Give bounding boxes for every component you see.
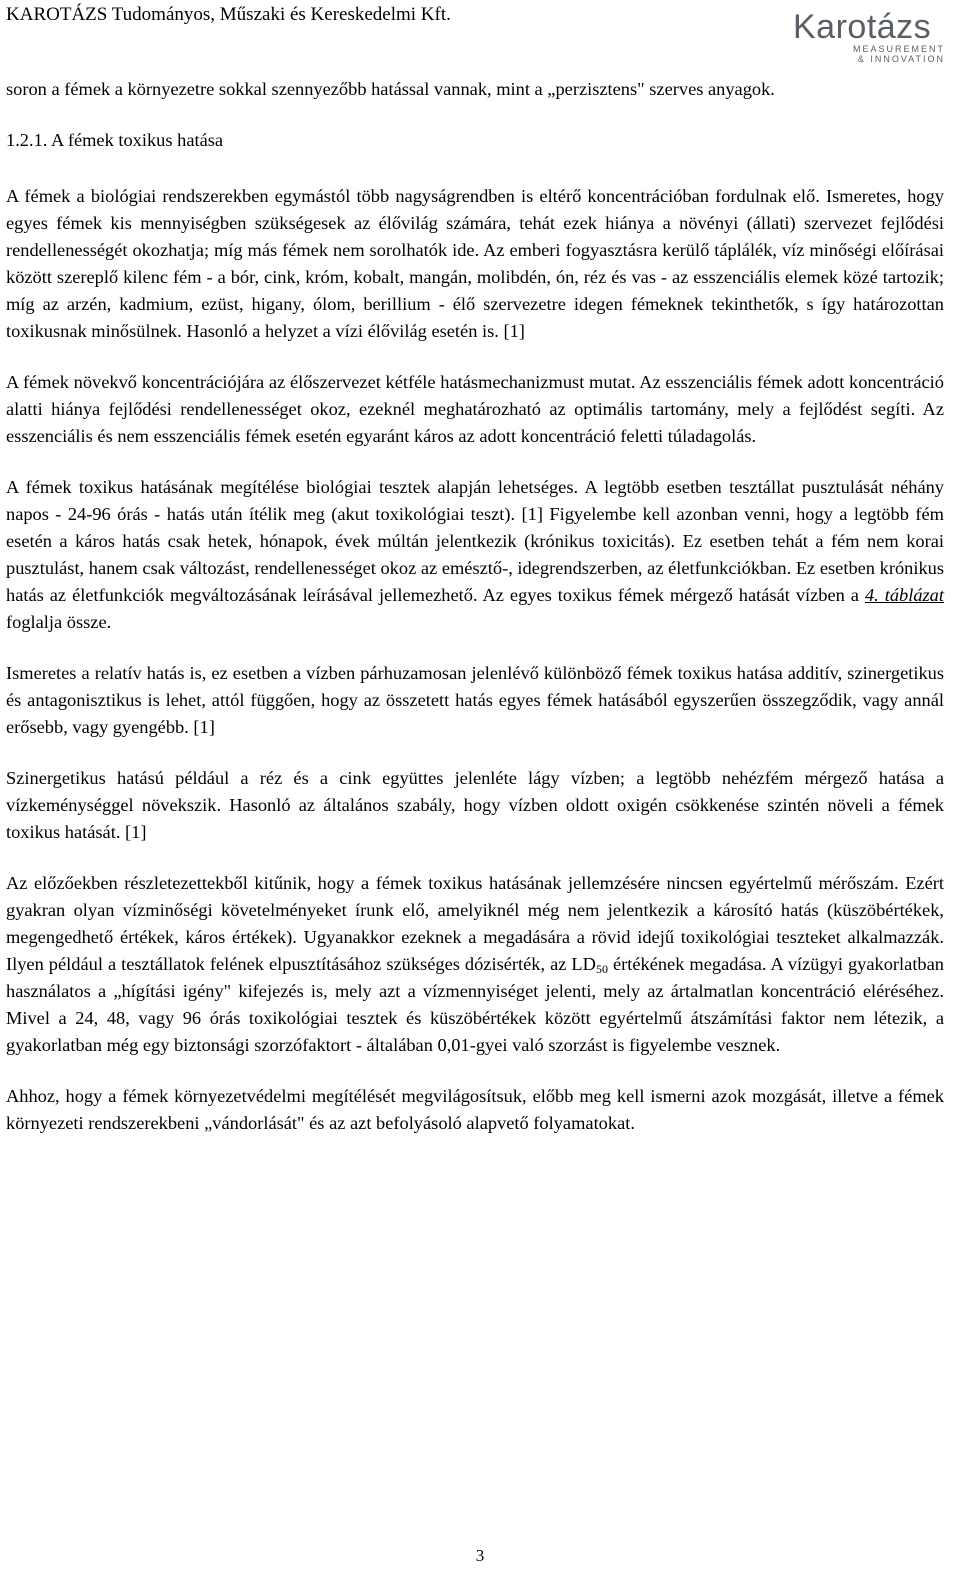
paragraph-text: foglalja össze. [6, 612, 112, 632]
logo-wordmark: Karotázs [793, 8, 932, 46]
paragraph-text: A fémek toxikus hatásának megítélése biológiai tesztek alapján lehetséges. A legtöbb esetben tesztállat pusztulását néhány napos - 24-96 órás - hatás után ítélik meg (akut toxikológiai teszt). [1] Figyelembe kell azonban venni, hogy a legtöbb fém esetén a káros hatás csak hetek, hónapok, évek múltán jelentkezik (krónikus toxicitás). Ez esetben tehát a fém nem korai pusztulást, hanem csak változást, rendellenességet okoz az emésztő-, idegrendszerben, az életfunkciókban. Ez esetben krónikus hatás az életfunkciók megváltozásának leírásával jellemezhető. Az egyes toxikus fémek mérgező hatását vízben a [6, 477, 944, 605]
paragraph-mechanisms: A fémek növekvő koncentrációjára az élőszervezet kétféle hatásmechanizmust mutat. Az esszenciális fémek adott koncentráció alatti hiánya fejlődési rendellenességet okoz, ezeknél meghatározható az optimális tartomány, mely a fejlődést segíti. Az esszenciális és nem esszenciális fémek esetén egyaránt káros az adott koncentráció feletti túladagolás. [6, 372, 944, 446]
paragraph-measures [6, 870, 944, 1059]
paragraph-text: Az előzőekben részletezettekből kitűnik, hogy a fémek toxikus hatásának jellemzésére nincsen egyértelmű mérőszám. Ezért gyakran olyan vízminőségi követelményeket írunk elő, amelyiknél még nem jelentkezik a károsító hatás (küszöbértékek, megengedhető értékek, káros értékek). Ugyanakkor ezeknek a megadására a rövid idejű toxikológiai teszteket alkalmazzák. Ilyen például a tesztállatok felének elpusztításához szükséges dózisérték, az LD [6, 873, 944, 974]
paragraph-migration: Ahhoz, hogy a fémek környezetvédelmi megítélését megvilágosítsuk, előbb meg kell ismerni azok mozgását, illetve a fémek környezeti rendszerekbeni „vándorlását" és az azt befolyásoló alapvető folyamatokat. [6, 1086, 944, 1133]
table-reference-link[interactable]: 4. táblázat [864, 585, 944, 605]
logo-tagline-1: MEASUREMENT [852, 44, 945, 54]
paragraph-relative-effect: Ismeretes a relatív hatás is, ez esetben a vízben párhuzamosan jelenlévő különböző fémek toxikus hatása additív, szinergetikus és antagonisztikus is lehet, attól függően, hogy az összetett hatás egyes fémek hatásából egyszerűen összegződik, vagy annál erősebb, vagy gyengébb. [1] [6, 663, 944, 737]
paragraph-biological-tests [6, 474, 944, 636]
company-logo [793, 10, 953, 74]
section-heading: 1.2.1. A fémek toxikus hatása [6, 130, 224, 150]
paragraph-synergy: Szinergetikus hatású például a réz és a cink együttes jelenléte lágy vízben; a legtöbb nehézfém mérgező hatása a vízkeménységgel növekszik. Hasonló az általános szabály, hogy vízben oldott oxigén csökkenése szintén növeli a fémek toxikus hatását. [1] [6, 768, 944, 842]
paragraph-continued: soron a fémek a környezetre sokkal szennyezőbb hatással vannak, mint a „perzisztens" szerves anyagok. [6, 79, 775, 99]
company-header: KAROTÁZS Tudományos, Műszaki és Kereskedelmi Kft. [6, 4, 451, 25]
logo-tagline-2: & INNOVATION [857, 54, 945, 64]
subscript: 50 [595, 962, 608, 976]
paragraph-metal-concentrations: A fémek a biológiai rendszerekben egymástól több nagyságrendben is eltérő koncentrációban fordulnak elő. Ismeretes, hogy egyes fémek kis mennyiségben szükségesek az élővilág számára, tehát ezek hiánya a növényi (állati) szervezet fejlődési rendellenességét okozhatja; míg más fémek nem sorolhatók ide. Az emberi fogyasztásra kerülő táplálék, víz minőségi előírásai között szereplő kilenc fém - a bór, cink, króm, kobalt, mangán, molibdén, ón, réz és vas - az esszenciális elemek közé tartozik; míg az arzén, kadmium, ezüst, higany, ólom, berillium - élő szervezetre idegen fémeknek tekinthetők, s így határozottan toxikusnak minősülnek. Hasonló a helyzet a vízi élővilág esetén is. [1] [6, 186, 944, 341]
document-body [6, 76, 944, 1161]
paragraph-text: értékének megadása. A vízügyi gyakorlatban használatos a „hígítási igény" kifejezés is, mely azt a vízmennyiséget jelenti, mely az ártalmatlan koncentráció eléréséhez. Mivel a 24, 48, vagy 96 órás toxikológiai tesztek és küszöbértékek között egyértelmű átszámítási faktor nem létezik, a gyakorlatban még egy biztonsági szorzófaktort - általában 0,01-gyei való szorzást is figyelembe vesznek. [6, 954, 944, 1055]
page-number: 3 [475, 1546, 485, 1565]
